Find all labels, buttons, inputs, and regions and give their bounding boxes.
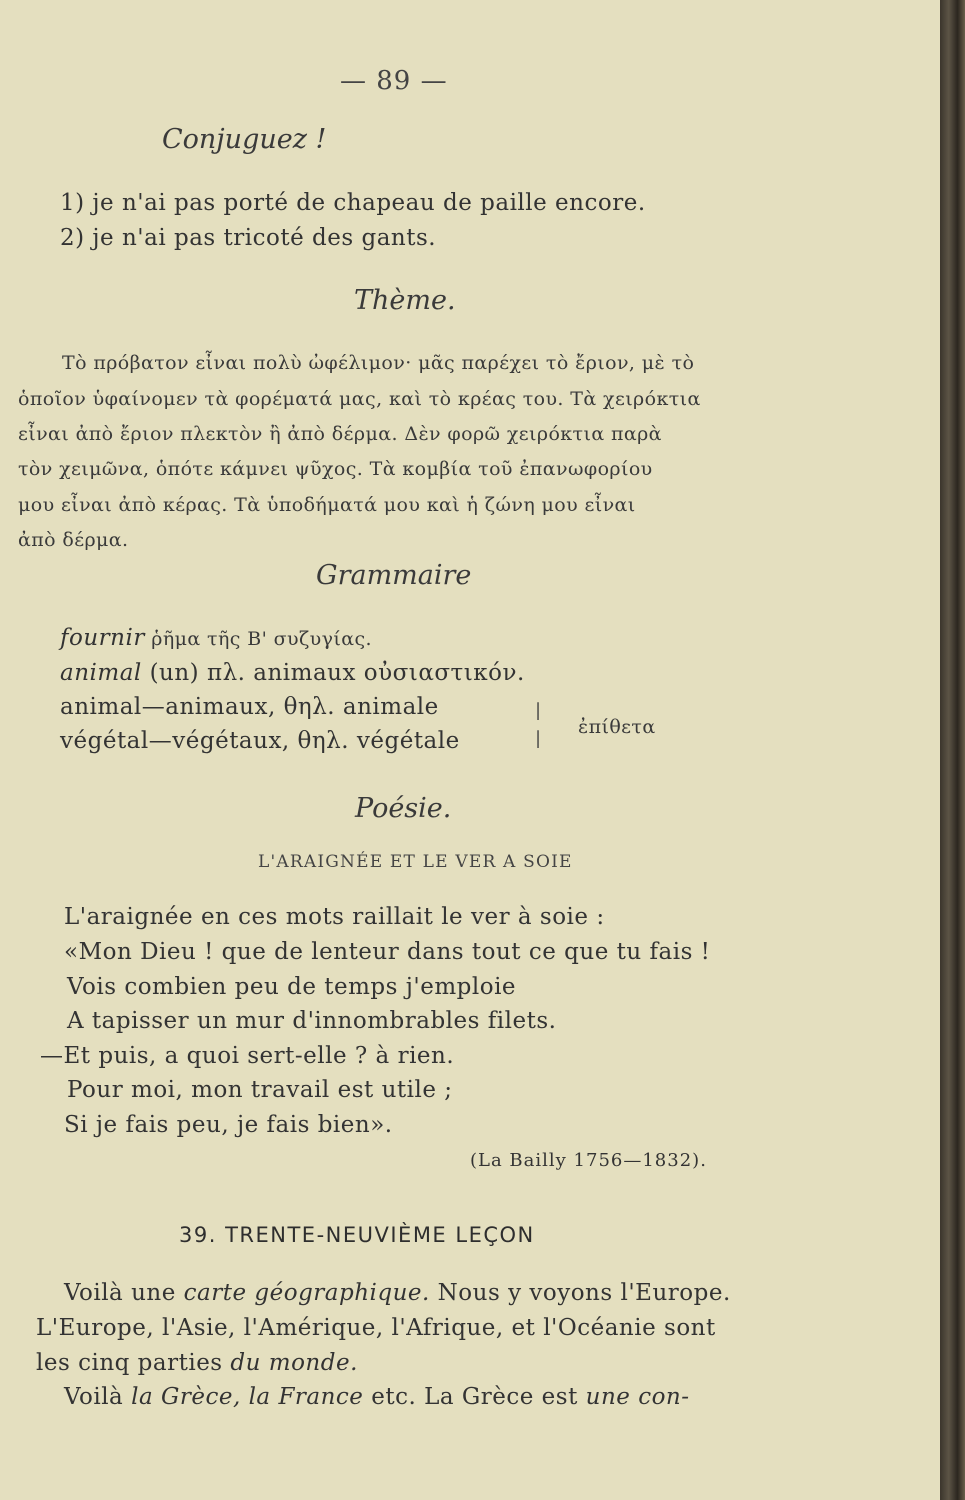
- lesson-term-countries: la Grèce, la France: [131, 1384, 364, 1410]
- theme-line-4: τὸν χειμῶνα, ὁπότε κάμνει ψῦχος. Τὰ κομβία τοῦ ἐπανωφορίου: [18, 458, 653, 480]
- theme-line-6: ἀπὸ δέρμα.: [18, 529, 129, 551]
- page-number: — 89 —: [340, 66, 448, 96]
- theme-heading: Thème.: [354, 285, 456, 316]
- grammaire-heading: Grammaire: [316, 560, 472, 591]
- lesson-line-4: [64, 1384, 690, 1410]
- theme-line-1: Τὸ πρόβατον εἶναι πολὺ ὠφέλιμον· μᾶς παρέχει τὸ ἔριον, μὲ τὸ: [62, 352, 695, 374]
- grammaire-word-animal: animal: [60, 660, 142, 686]
- grammaire-line-2: [60, 660, 525, 686]
- grammaire-line-1-rest: ῥῆμα τῆς Β' συζυγίας.: [144, 628, 372, 650]
- lesson-line-4-b: etc. La Grèce est: [363, 1384, 586, 1410]
- grammaire-side-label: ἐπίθετα: [578, 716, 656, 738]
- theme-line-3: εἶναι ἀπὸ ἔριον πλεκτὸν ἢ ἀπὸ δέρμα. Δὲν φορῶ χειρόκτια παρὰ: [18, 423, 662, 445]
- conjuguez-heading: Conjuguez !: [162, 124, 327, 155]
- lesson-line-3: [36, 1350, 358, 1376]
- poem-line-4: A tapisser un mur d'innombrables filets.: [67, 1008, 557, 1034]
- poem-line-5: —Et puis, a quoi sert-elle ? à rien.: [40, 1043, 455, 1069]
- brace-top-mark: |: [535, 700, 542, 721]
- grammaire-line-2-rest: (un) πλ. animaux οὐσιαστικόν.: [141, 660, 525, 686]
- grammaire-word-fournir: fournir: [60, 625, 145, 651]
- theme-line-2: ὁποῖον ὑφαίνομεν τὰ φορέματά μας, καὶ τὸ κρέας του. Τὰ χειρόκτια: [18, 388, 701, 410]
- grammaire-line-1: [60, 625, 372, 651]
- lesson-line-1: [64, 1280, 731, 1306]
- conjuguez-line-2: 2) je n'ai pas tricoté des gants.: [60, 225, 437, 251]
- poem-title: L'ARAIGNÉE ET LE VER A SOIE: [258, 852, 573, 872]
- lesson-line-4-a: Voilà: [64, 1384, 132, 1410]
- poem-line-6: Pour moi, mon travail est utile ;: [67, 1077, 453, 1103]
- grammaire-line-4: végétal—végétaux, θηλ. végétale: [60, 728, 460, 754]
- lesson-term-une-con: une con-: [585, 1384, 690, 1410]
- conjuguez-line-1: 1) je n'ai pas porté de chapeau de paille encore.: [60, 190, 646, 216]
- poem-line-1: L'araignée en ces mots raillait le ver à soie :: [64, 904, 605, 930]
- lesson-term-monde: du monde.: [230, 1350, 358, 1376]
- brace-bottom-mark: |: [535, 728, 542, 749]
- poem-line-7: Si je fais peu, je fais bien».: [64, 1112, 393, 1138]
- lesson-term-carte: carte géographique.: [183, 1280, 430, 1306]
- lesson-line-1-b: Nous y voyons l'Europe.: [429, 1280, 731, 1306]
- poesie-heading: Poésie.: [355, 793, 452, 824]
- lesson-line-3-a: les cinq parties: [36, 1350, 231, 1376]
- lesson-line-2: L'Europe, l'Asie, l'Amérique, l'Afrique, et l'Océanie sont: [36, 1315, 716, 1341]
- poem-line-3: Vois combien peu de temps j'emploie: [67, 974, 517, 1000]
- poem-attribution: (La Bailly 1756—1832).: [470, 1150, 707, 1171]
- theme-line-5: μου εἶναι ἀπὸ κέρας. Τὰ ὑποδήματά μου καὶ ἡ ζώνη μου εἶναι: [18, 494, 636, 516]
- lesson-title: 39. TRENTE-NEUVIÈME LEÇON: [179, 1223, 535, 1247]
- grammaire-line-3: animal—animaux, θηλ. animale: [60, 694, 439, 720]
- lesson-line-1-a: Voilà une: [64, 1280, 184, 1306]
- book-spine-edge: [940, 0, 965, 1500]
- poem-line-2: «Mon Dieu ! que de lenteur dans tout ce que tu fais !: [64, 939, 711, 965]
